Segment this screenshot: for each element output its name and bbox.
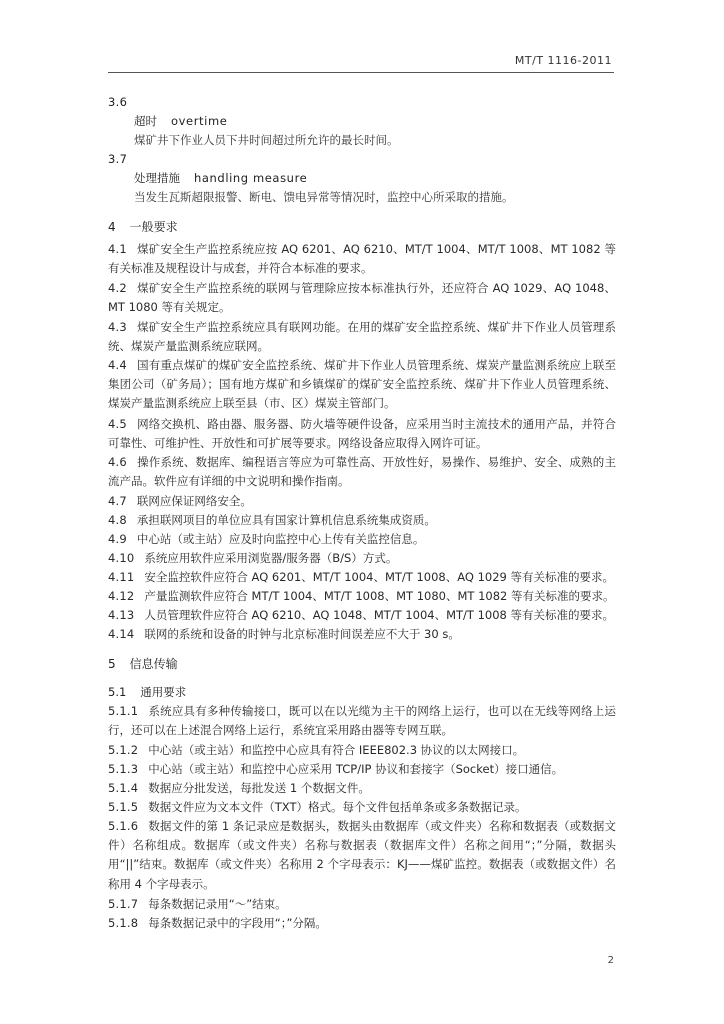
clause-5-1-1: 5.1.1 系统应具有多种传输接口，既可以在以光缆为主干的网络上运行，也可以在无线等网络上运行，还可以在上述混合网络上运行，系统宜采用路由器等专网互联。 — [108, 704, 616, 738]
clause-5-1-8: 5.1.8 每条数据记录中的字段用“；”分隔。 — [108, 916, 327, 930]
section-number: 4 — [108, 220, 116, 234]
clause-5-1-2: 5.1.2 中心站（或主站）和监控中心应具有符合 IEEE802.3 协议的以太网接口。 — [108, 743, 525, 757]
clause-4-7: 4.7 联网应保证网络安全。 — [108, 494, 252, 508]
standard-code: MT/T 1116-2011 — [514, 54, 612, 67]
section-title: 一般要求 — [129, 220, 178, 234]
section-title: 信息传输 — [129, 657, 178, 671]
term-definition: 煤矿井下作业人员下井时间超过所允许的最长时间。 — [134, 133, 399, 147]
term-zh: 处理措施 — [134, 171, 180, 185]
clause-4-12: 4.12 产量监测软件应符合 MT/T 1004、MT/T 1008、MT 1080、MT 1082 等有关标准的要求。 — [108, 589, 615, 603]
header-rule — [108, 72, 614, 73]
clause-5-1-5: 5.1.5 数据文件应为文本文件（TXT）格式。每个文件包括单条或多条数据记录。 — [108, 800, 527, 814]
term-number: 3.7 — [108, 152, 128, 166]
clause-4-14: 4.14 联网的系统和设备的时钟与北京标准时间误差应不大于 30 s。 — [108, 627, 460, 641]
subsection-number: 5.1 — [108, 685, 127, 699]
clause-4-11: 4.11 安全监控软件应符合 AQ 6201、MT/T 1004、MT/T 1008、AQ 1029 等有关标准的要求。 — [108, 570, 615, 584]
term-number: 3.6 — [108, 95, 128, 109]
clause-4-4: 4.4 国有重点煤矿的煤矿安全监控系统、煤矿井下作业人员管理系统、煤炭产量监测系统应上联至集团公司（矿务局）；国有地方煤矿和乡镇煤矿的煤矿安全监控系统、煤矿井下作业人员管理系统、煤炭产量监测系统应上联至县（市、区）煤炭主管部门。 — [108, 358, 616, 411]
clause-4-9: 4.9 中心站（或主站）应及时向监控中心上传有关监控信息。 — [108, 532, 425, 546]
clause-4-10: 4.10 系统应用软件应采用浏览器/服务器（B/S）方式。 — [108, 551, 398, 565]
term-definition: 当发生瓦斯超限报警、断电、馈电异常等情况时，监控中心所采取的措施。 — [134, 190, 514, 204]
page-number: 2 — [607, 955, 614, 966]
term-en: overtime — [171, 114, 228, 128]
clause-5-1-6: 5.1.6 数据文件的第 1 条记录应是数据头，数据头由数据库（或文件夹）名称和数据表（或数据文件）名称组成。数据库（或文件夹）名称与数据表（数据库文件）名称之间用“；”分隔，数据头用“||”结束。数据库（或文件夹）名称用 2 个字母表示：KJ——煤矿监控。数据表（或数据文件）名称用 4 个字母表示。 — [108, 819, 616, 891]
term-zh: 超时 — [134, 114, 157, 128]
clause-4-13: 4.13 人员管理软件应符合 AQ 6210、AQ 1048、MT/T 1004、MT/T 1008 等有关标准的要求。 — [108, 608, 615, 622]
term-heading — [134, 113, 227, 129]
clause-5-1-4: 5.1.4 数据应分批发送，每批发送 1 个数据文件。 — [108, 781, 370, 795]
clause-4-3: 4.3 煤矿安全生产监控系统应具有联网功能。在用的煤矿安全监控系统、煤矿井下作业人员管理系统、煤炭产量监测系统应联网。 — [108, 320, 616, 354]
clause-4-8: 4.8 承担联网项目的单位应具有国家计算机信息系统集成资质。 — [108, 513, 436, 527]
subsection-title: 通用要求 — [140, 685, 187, 699]
clause-4-2: 4.2 煤矿安全生产监控系统的联网与管理除应按本标准执行外，还应符合 AQ 1029、AQ 1048、MT 1080 等有关规定。 — [108, 281, 616, 315]
clause-5-1-3: 5.1.3 中心站（或主站）和监控中心应采用 TCP/IP 协议和套接字（Socket）接口通信。 — [108, 762, 564, 776]
section-number: 5 — [108, 657, 116, 671]
section-heading — [108, 218, 178, 235]
clause-4-6: 4.6 操作系统、数据库、编程语言等应为可靠性高、开放性好，易操作、易维护、安全、成熟的主流产品。软件应有详细的中文说明和操作指南。 — [108, 455, 616, 489]
term-heading — [134, 170, 307, 186]
term-en: handling measure — [194, 171, 308, 185]
subsection-heading — [108, 684, 186, 700]
clause-4-1: 4.1 煤矿安全生产监控系统应按 AQ 6201、AQ 6210、MT/T 1004、MT/T 1008、MT 1082 等有关标准及规程设计与成套，并符合本标准的要求。 — [108, 242, 616, 276]
clause-5-1-7: 5.1.7 每条数据记录用“～”结束。 — [108, 897, 287, 911]
section-heading — [108, 655, 178, 672]
clause-4-5: 4.5 网络交换机、路由器、服务器、防火墙等硬件设备，应采用当时主流技术的通用产品，并符合可靠性、可维护性、开放性和可扩展等要求。网络设备应取得入网许可证。 — [108, 417, 616, 451]
